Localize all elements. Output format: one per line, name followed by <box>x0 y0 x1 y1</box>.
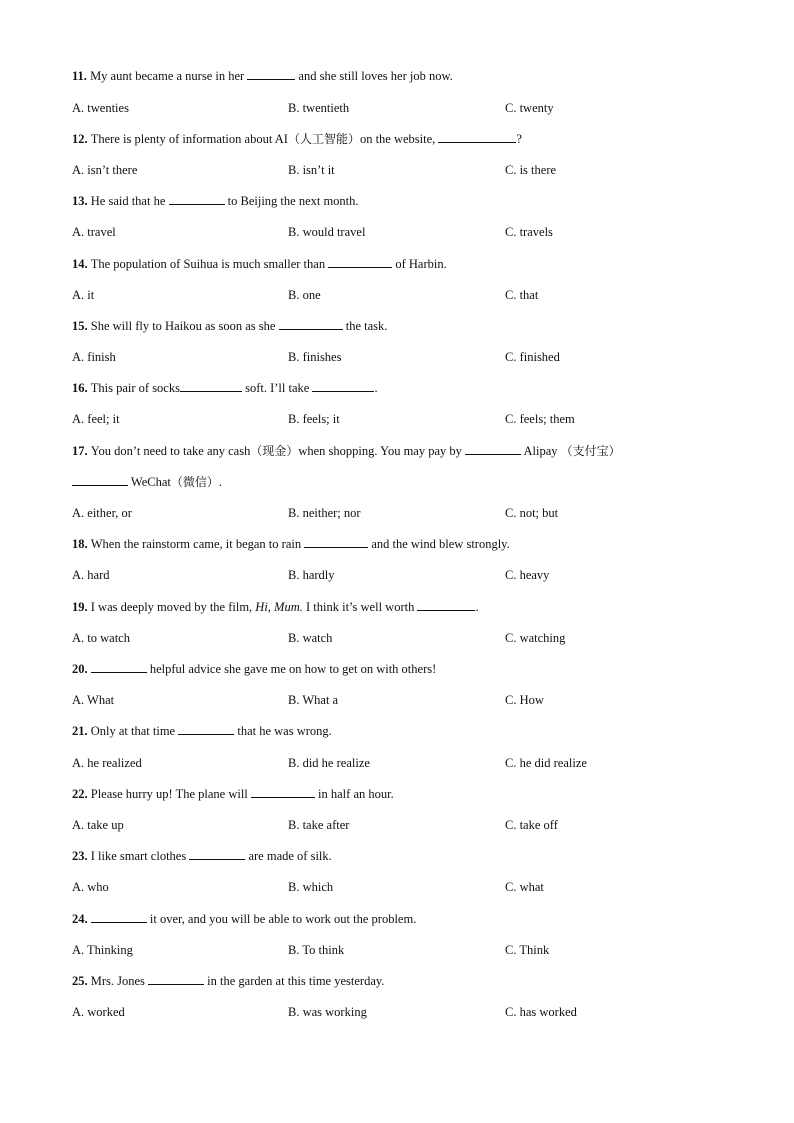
answer-options <box>72 630 752 646</box>
question-text: When the rainstorm came, it began to rain <box>90 537 305 551</box>
question-text: Please hurry up! The plane will <box>90 787 251 801</box>
option-b[interactable]: B. finishes <box>288 350 342 364</box>
option-c[interactable]: C. How <box>505 693 544 707</box>
question-number: 24. <box>72 912 91 926</box>
question-text: . <box>475 600 479 614</box>
answer-blank[interactable] <box>169 193 225 205</box>
question-text: You don’t need to take any cash（现金）when shopping. You may pay by <box>90 444 466 458</box>
question-stem <box>72 536 510 552</box>
question-text: She will fly to Haikou as soon as she <box>90 319 279 333</box>
option-b[interactable]: B. which <box>288 880 334 894</box>
answer-options <box>72 287 752 303</box>
question-text: it over, and you will be able to work out the problem. <box>146 912 417 926</box>
question-text: . <box>374 381 378 395</box>
option-b[interactable]: B. did he realize <box>288 756 370 770</box>
option-b[interactable]: B. one <box>288 288 321 302</box>
option-a[interactable]: A. travel <box>72 225 116 239</box>
question-text: and she still loves her job now. <box>295 69 453 83</box>
answer-blank[interactable] <box>438 131 516 143</box>
option-c[interactable]: C. finished <box>505 350 560 364</box>
option-a[interactable]: A. Thinking <box>72 943 133 957</box>
option-c[interactable]: C. watching <box>505 631 566 645</box>
film-title: Hi, Mum. <box>255 600 303 614</box>
answer-blank[interactable] <box>465 443 521 455</box>
option-b[interactable]: B. To think <box>288 943 345 957</box>
option-b[interactable]: B. feels; it <box>288 412 340 426</box>
option-c[interactable]: C. twenty <box>505 101 554 115</box>
question-stem <box>72 848 332 864</box>
option-a[interactable]: A. to watch <box>72 631 130 645</box>
option-c[interactable]: C. feels; them <box>505 412 575 426</box>
option-b[interactable]: B. take after <box>288 818 350 832</box>
question-number: 25. <box>72 974 91 988</box>
question-text: The population of Suihua is much smaller than <box>90 257 329 271</box>
question-stem <box>72 380 378 396</box>
answer-blank[interactable] <box>279 318 343 330</box>
question-stem <box>72 786 394 802</box>
question-text: Alipay （支付宝） <box>521 444 621 458</box>
answer-blank[interactable] <box>180 380 242 392</box>
option-a[interactable]: A. twenties <box>72 101 129 115</box>
option-a[interactable]: A. feel; it <box>72 412 120 426</box>
question-text: ? <box>516 132 522 146</box>
question-stem <box>72 256 447 272</box>
option-a[interactable]: A. take up <box>72 818 124 832</box>
question-stem <box>72 318 387 334</box>
question-stem <box>72 443 621 459</box>
question-text: are made of silk. <box>245 849 332 863</box>
answer-blank[interactable] <box>328 256 392 268</box>
question-number: 22. <box>72 787 91 801</box>
question-text: in half an hour. <box>314 787 394 801</box>
question-number: 15. <box>72 319 91 333</box>
question-stem <box>72 193 359 209</box>
question-text: and the wind blew strongly. <box>368 537 510 551</box>
question-stem <box>72 723 332 739</box>
option-a[interactable]: A. finish <box>72 350 116 364</box>
question-number: 18. <box>72 537 91 551</box>
answer-blank[interactable] <box>251 786 315 798</box>
question-number: 13. <box>72 194 91 208</box>
answer-blank[interactable] <box>178 723 234 735</box>
option-b[interactable]: B. What a <box>288 693 339 707</box>
option-c[interactable]: C. has worked <box>505 1005 577 1019</box>
question-stem <box>72 599 479 615</box>
option-a[interactable]: A. isn’t there <box>72 163 138 177</box>
option-c[interactable]: C. is there <box>505 163 557 177</box>
option-c[interactable]: C. what <box>505 880 544 894</box>
answer-blank[interactable] <box>148 973 204 985</box>
question-text: He said that he <box>90 194 169 208</box>
question-text: of Harbin. <box>392 257 447 271</box>
option-a[interactable]: A. worked <box>72 1005 125 1019</box>
question-number: 12. <box>72 132 91 146</box>
answer-options <box>72 100 752 116</box>
question-number: 17. <box>72 444 91 458</box>
question-text: Only at that time <box>90 724 179 738</box>
question-text: There is plenty of information about AI（人工智能）on the website, <box>90 132 439 146</box>
option-b[interactable]: B. would travel <box>288 225 366 239</box>
question-stem <box>72 661 436 677</box>
answer-blank[interactable] <box>417 599 475 611</box>
option-b[interactable]: B. hardly <box>288 568 335 582</box>
question-stem <box>72 973 384 989</box>
option-c[interactable]: C. not; but <box>505 506 559 520</box>
question-text: in the garden at this time yesterday. <box>204 974 385 988</box>
option-c[interactable]: C. heavy <box>505 568 550 582</box>
question-number: 19. <box>72 600 91 614</box>
question-number: 23. <box>72 849 91 863</box>
question-text: WeChat（微信）. <box>128 475 222 489</box>
question-text: I was deeply moved by the film, <box>90 600 256 614</box>
answer-options <box>72 942 752 958</box>
question-text: This pair of socks <box>90 381 180 395</box>
answer-options <box>72 879 752 895</box>
question-text: the task. <box>342 319 388 333</box>
option-b[interactable]: B. watch <box>288 631 333 645</box>
question-number: 20. <box>72 662 91 676</box>
option-b[interactable]: B. twentieth <box>288 101 350 115</box>
question-number: 21. <box>72 724 91 738</box>
answer-options <box>72 817 752 833</box>
answer-blank[interactable] <box>247 68 295 80</box>
question-text: to Beijing the next month. <box>224 194 359 208</box>
question-text: that he was wrong. <box>234 724 332 738</box>
question-stem-continued <box>72 474 222 490</box>
question-stem <box>72 131 522 147</box>
answer-options <box>72 755 752 771</box>
option-b[interactable]: B. neither; nor <box>288 506 361 520</box>
question-text: I like smart clothes <box>90 849 190 863</box>
question-text: My aunt became a nurse in her <box>90 69 248 83</box>
answer-options <box>72 692 752 708</box>
question-text: helpful advice she gave me on how to get on with others! <box>146 662 437 676</box>
answer-blank[interactable] <box>189 848 245 860</box>
answer-blank[interactable] <box>304 536 368 548</box>
option-c[interactable]: C. take off <box>505 818 558 832</box>
option-a[interactable]: A. hard <box>72 568 110 582</box>
answer-options <box>72 411 752 427</box>
answer-options <box>72 1004 752 1020</box>
answer-options <box>72 224 752 240</box>
question-stem <box>72 68 453 84</box>
option-c[interactable]: C. he did realize <box>505 756 587 770</box>
option-a[interactable]: A. What <box>72 693 115 707</box>
question-number: 16. <box>72 381 91 395</box>
option-a[interactable]: A. it <box>72 288 95 302</box>
option-b[interactable]: B. isn’t it <box>288 163 335 177</box>
option-c[interactable]: C. that <box>505 288 539 302</box>
question-stem <box>72 911 416 927</box>
answer-options <box>72 505 752 521</box>
answer-options <box>72 349 752 365</box>
option-a[interactable]: A. he realized <box>72 756 142 770</box>
option-b[interactable]: B. was working <box>288 1005 367 1019</box>
answer-blank[interactable] <box>72 474 128 486</box>
question-text: Mrs. Jones <box>90 974 149 988</box>
answer-blank[interactable] <box>312 380 374 392</box>
answer-blank[interactable] <box>91 911 147 923</box>
option-c[interactable]: C. travels <box>505 225 553 239</box>
option-c[interactable]: C. Think <box>505 943 550 957</box>
answer-options <box>72 567 752 583</box>
option-a[interactable]: A. either, or <box>72 506 132 520</box>
answer-options <box>72 162 752 178</box>
question-text: I think it’s well worth <box>302 600 418 614</box>
question-number: 14. <box>72 257 91 271</box>
question-text: soft. I’ll take <box>241 381 313 395</box>
option-a[interactable]: A. who <box>72 880 109 894</box>
question-number: 11. <box>72 69 91 83</box>
answer-blank[interactable] <box>91 661 147 673</box>
